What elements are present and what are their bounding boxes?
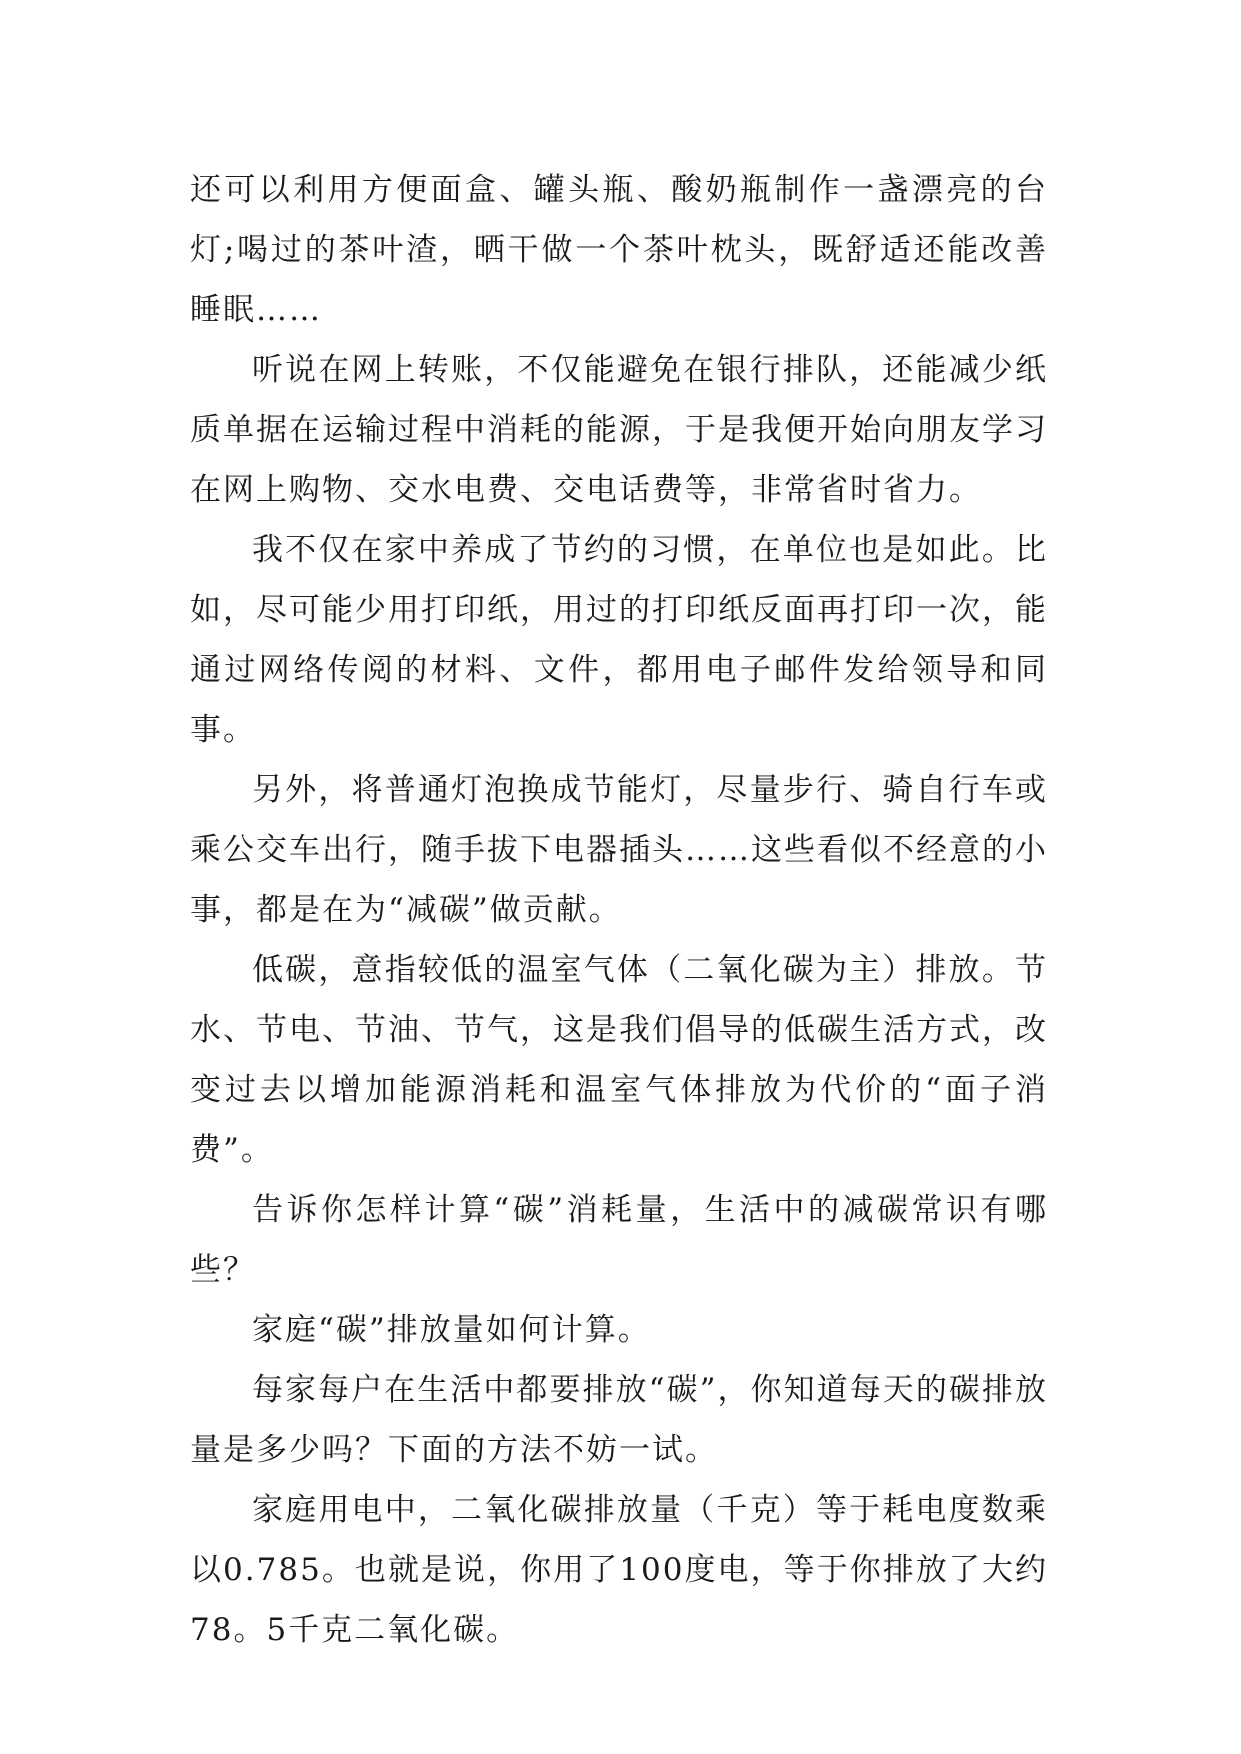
paragraph-2: 听说在网上转账，不仅能避免在银行排队，还能减少纸质单据在运输过程中消耗的能源，于是我便开始向朋友学习在网上购物、交水电费、交电话费等，非常省时省力。 — [190, 352, 1048, 508]
paragraph-3: 我不仅在家中养成了节约的习惯，在单位也是如此。比如，尽可能少用打印纸，用过的打印纸反面再打印一次，能通过网络传阅的材料、文件，都用电子邮件发给领导和同事。 — [190, 532, 1048, 748]
paragraph-7: 家庭“碳”排放量如何计算。 — [252, 1312, 651, 1348]
paragraph-8: 每家每户在生活中都要排放“碳”，你知道每天的碳排放量是多少吗？下面的方法不妨一试。 — [190, 1372, 1048, 1468]
paragraph-1: 还可以利用方便面盒、罐头瓶、酸奶瓶制作一盏漂亮的台灯;喝过的茶叶渣，晒干做一个茶叶枕头，既舒适还能改善睡眠…… — [190, 172, 1048, 328]
paragraph-9: 家庭用电中，二氧化碳排放量（千克）等于耗电度数乘以0.785。也就是说，你用了100度电，等于你排放了大约78。5千克二氧化碳。 — [190, 1492, 1048, 1648]
paragraph-6: 告诉你怎样计算“碳”消耗量，生活中的减碳常识有哪些？ — [190, 1192, 1048, 1288]
paragraph-4: 另外，将普通灯泡换成节能灯，尽量步行、骑自行车或乘公交车出行，随手拔下电器插头……这些看似不经意的小事，都是在为“减碳”做贡献。 — [190, 772, 1048, 928]
paragraph-5: 低碳，意指较低的温室气体（二氧化碳为主）排放。节水、节电、节油、节气，这是我们倡导的低碳生活方式，改变过去以增加能源消耗和温室气体排放为代价的“面子消费”。 — [190, 952, 1048, 1168]
document-body — [190, 160, 1048, 1660]
